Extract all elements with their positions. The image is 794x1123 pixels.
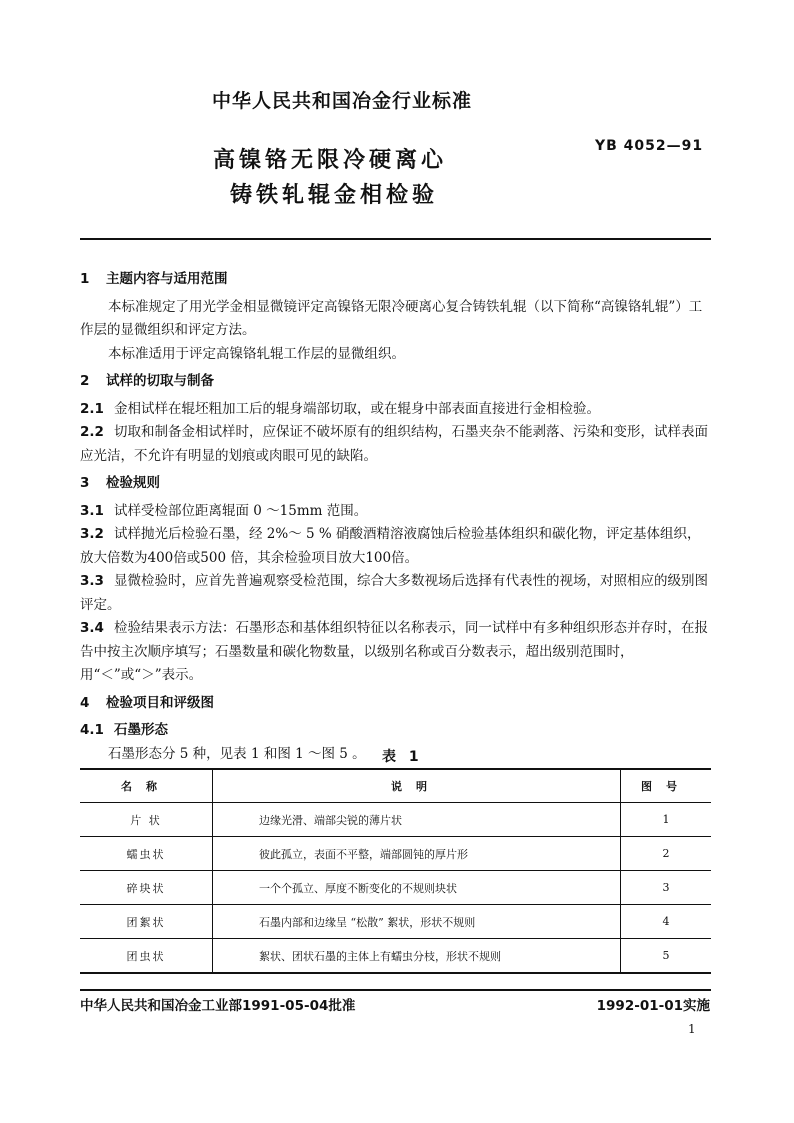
clause-2-1 bbox=[80, 398, 711, 422]
table-row bbox=[80, 871, 711, 905]
clause-text: 显微检验时，应首先普遍观察受检范围，综合大多数视场后选择有代表性的视场，对照相应的级别图评定。 bbox=[80, 573, 708, 613]
document-body bbox=[80, 264, 711, 766]
clause-number: 3.2 bbox=[80, 526, 104, 542]
table-row bbox=[80, 939, 711, 974]
cell-name: 蠕虫状 bbox=[80, 837, 213, 871]
cell-name: 碎块状 bbox=[80, 871, 213, 905]
cell-name: 片 状 bbox=[80, 803, 213, 837]
clause-3-2 bbox=[80, 523, 711, 570]
clause-3-1 bbox=[80, 500, 711, 524]
table-row bbox=[80, 837, 711, 871]
clause-2-2 bbox=[80, 421, 711, 468]
section-number: 1 bbox=[80, 271, 90, 287]
footer-divider bbox=[80, 989, 711, 991]
cell-figure-number: 2 bbox=[621, 837, 712, 871]
table-row bbox=[80, 803, 711, 837]
column-header: 说明 bbox=[213, 769, 621, 803]
clause-text: 检验结果表示方法：石墨形态和基体组织特征以名称表示，同一试样中有多种组织形态并存时，在报告中按主次顺序填写；石墨数量和碳化物数量，以级别名称或百分数表示，超出级别范围时，用“＜”或“＞”表示。 bbox=[80, 620, 708, 683]
issuing-organization: 中华人民共和国冶金行业标准 bbox=[212, 90, 473, 112]
table-row bbox=[80, 905, 711, 939]
paragraph: 石墨形态分 5 种，见表 1 和图 1 ～图 5 。 bbox=[108, 745, 366, 762]
subsection-4-1-heading bbox=[80, 719, 711, 743]
section-number: 2 bbox=[80, 373, 90, 389]
cell-description: 石墨内部和边缘呈 “松散” 絮状，形状不规则 bbox=[213, 905, 621, 939]
column-header: 图号 bbox=[621, 769, 712, 803]
column-header: 名称 bbox=[80, 769, 213, 803]
clause-text: 试样抛光后检验石墨，经 2%～ 5 % 硝酸酒精溶液腐蚀后检验基体组织和碳化物，评定基体组织，放大倍数为400倍或500 倍，其余检验项目放大100倍。 bbox=[80, 526, 701, 566]
clause-number: 3.1 bbox=[80, 502, 104, 519]
effective-date: 1992-01-01实施 bbox=[596, 998, 710, 1014]
clause-text: 切取和制备金相试样时，应保证不破坏原有的组织结构，石墨夹杂不能剥落、污染和变形，试样表面应光洁，不允许有明显的划痕或肉眼可见的缺陷。 bbox=[80, 424, 708, 464]
section-title: 试样的切取与制备 bbox=[106, 373, 214, 389]
table-header-row bbox=[80, 769, 711, 803]
section-2-heading bbox=[80, 370, 711, 394]
section-3-heading bbox=[80, 472, 711, 496]
document-title-line-1: 高镍铬无限冷硬离心 bbox=[213, 148, 448, 173]
clause-3-3 bbox=[80, 570, 711, 617]
section-title: 检验项目和评级图 bbox=[106, 694, 214, 711]
section-1-heading bbox=[80, 268, 711, 292]
clause-number: 2.2 bbox=[80, 424, 104, 440]
section-title: 检验规则 bbox=[106, 475, 160, 491]
standard-code: YB 4052—91 bbox=[595, 138, 704, 154]
graphite-morphology-table bbox=[80, 768, 711, 974]
subsection-title: 石墨形态 bbox=[114, 722, 168, 738]
cell-description: 边缘光滑、端部尖锐的薄片状 bbox=[213, 803, 621, 837]
approval-statement: 中华人民共和国冶金工业部1991-05-04批准 bbox=[80, 998, 356, 1014]
cell-figure-number: 1 bbox=[621, 803, 712, 837]
cell-figure-number: 4 bbox=[621, 905, 712, 939]
cell-figure-number: 5 bbox=[621, 939, 712, 974]
document-title-line-2: 铸铁轧辊金相检验 bbox=[230, 183, 439, 208]
paragraph: 本标准规定了用光学金相显微镜评定高镍铬无限冷硬离心复合铸铁轧辊（以下简称“高镍铬轧辊”）工作层的显微组织和评定方法。 bbox=[80, 298, 703, 338]
cell-figure-number: 3 bbox=[621, 871, 712, 905]
table-caption: 表 1 bbox=[382, 749, 423, 765]
clause-text: 试样受检部位距离辊面 0 ～15mm 范围。 bbox=[114, 502, 368, 519]
cell-name: 团虫状 bbox=[80, 939, 213, 974]
section-number: 3 bbox=[80, 475, 90, 491]
clause-number: 3.3 bbox=[80, 573, 104, 589]
clause-number: 2.1 bbox=[80, 400, 104, 417]
section-4-heading bbox=[80, 692, 711, 716]
section-title: 主题内容与适用范围 bbox=[106, 271, 228, 287]
cell-description: 彼此孤立，表面不平整，端部圆钝的厚片形 bbox=[213, 837, 621, 871]
section-number: 4 bbox=[80, 694, 90, 711]
clause-3-4 bbox=[80, 617, 711, 688]
paragraph: 本标准适用于评定高镍铬轧辊工作层的显微组织。 bbox=[108, 345, 405, 362]
cell-description: 一个个孤立、厚度不断变化的不规则块状 bbox=[213, 871, 621, 905]
header-divider bbox=[80, 238, 711, 240]
cell-name: 团絮状 bbox=[80, 905, 213, 939]
cell-description: 絮状、团状石墨的主体上有蠕虫分枝，形状不规则 bbox=[213, 939, 621, 974]
page-number: 1 bbox=[688, 1022, 696, 1036]
clause-text: 金相试样在辊坯粗加工后的辊身端部切取，或在辊身中部表面直接进行金相检验。 bbox=[114, 400, 600, 417]
clause-number: 3.4 bbox=[80, 620, 104, 636]
clause-number: 4.1 bbox=[80, 722, 104, 738]
